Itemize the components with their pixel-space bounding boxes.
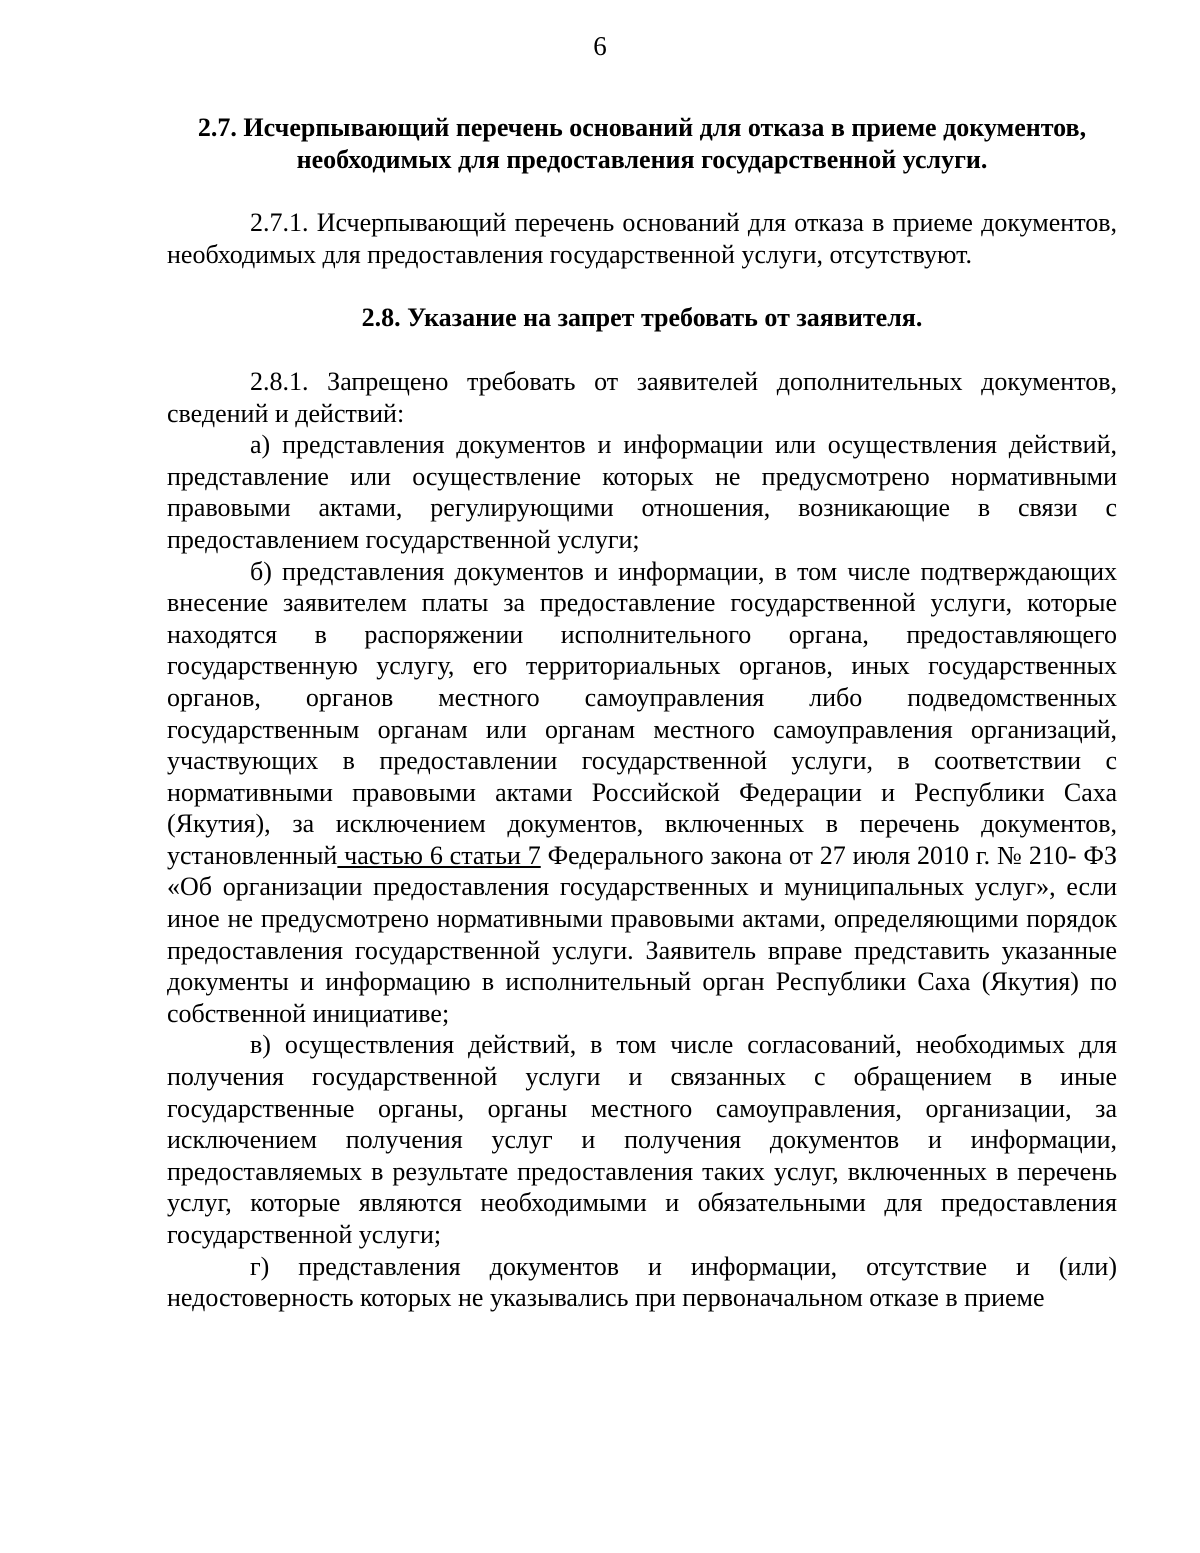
list-item-a: а) представления документов и информации или осуществления действий, представление или осуществление которых не предусмотрено нормативными правовыми актами, регулирующими отношения, возникающие в связи с предоставлением государственной услуги;: [167, 430, 1117, 554]
section-2-7-heading-line1: 2.7. Исчерпывающий перечень оснований для отказа в приеме документов,: [197, 113, 1087, 142]
page-number: 6: [593, 31, 607, 61]
section-2-7-heading-line2: необходимых для предоставления государственной услуги.: [296, 144, 988, 174]
paragraph-2-8-1: 2.8.1. Запрещено требовать от заявителей дополнительных документов, сведений и действий:: [167, 366, 1117, 428]
list-item-b: [167, 556, 1117, 1030]
list-item-v: в) осуществления действий, в том числе согласований, необходимых для получения государственной услуги и связанных с обращением в иные государственные органы, органы местного самоуправления, организации, за исключением получения услуг и получения документов и информации, предоставляемых в результате предоставления таких услуг, включенных в перечень услуг, которые являются необходимыми и обязательными для предоставления государственной услуги;: [167, 1030, 1117, 1249]
section-2-8-heading: 2.8. Указание на запрет требовать от заявителя.: [361, 303, 923, 333]
list-item-g: г) представления документов и информации, отсутствие и (или) недостоверность которых не указывались при первоначальном отказе в приеме: [167, 1251, 1117, 1313]
paragraph-2-7-1: 2.7.1. Исчерпывающий перечень оснований для отказа в приеме документов, необходимых для предоставления государственной услуги, отсутствуют.: [167, 208, 1117, 269]
document-body: [167, 112, 1117, 1314]
section-2-7-heading: [167, 112, 1117, 175]
list-item-b-text-1: б) представления документов и информации, в том числе подтверждающих внесение заявителем платы за предоставление государственной услуги, которые находятся в распоряжении исполнительного органа, предоставляющего государственную услугу, его территориальных органов, иных государственных органов, органов местного самоуправления либо подведомственных государственным органам или органам местного самоуправления организаций, участвующих в предоставлении государственной услуги, в соответствии с нормативными правовыми актами Российской Федерации и Республики Саха (Якутия), за исключением документов, включенных в перечень документов, установленный: [167, 556, 1117, 870]
list-item-b-text-2: Федерального закона от 27 июля 2010 г. № 210- ФЗ «Об организации предоставления государственных и муниципальных услуг», если иное не предусмотрено нормативными правовыми актами, определяющими порядок предоставления государственной услуги. Заявитель вправе представить указанные документы и информацию в исполнительный орган Республики Саха (Якутия) по собственной инициативе;: [167, 840, 1117, 1028]
law-reference-link[interactable]: частью 6 статьи 7: [337, 840, 541, 870]
